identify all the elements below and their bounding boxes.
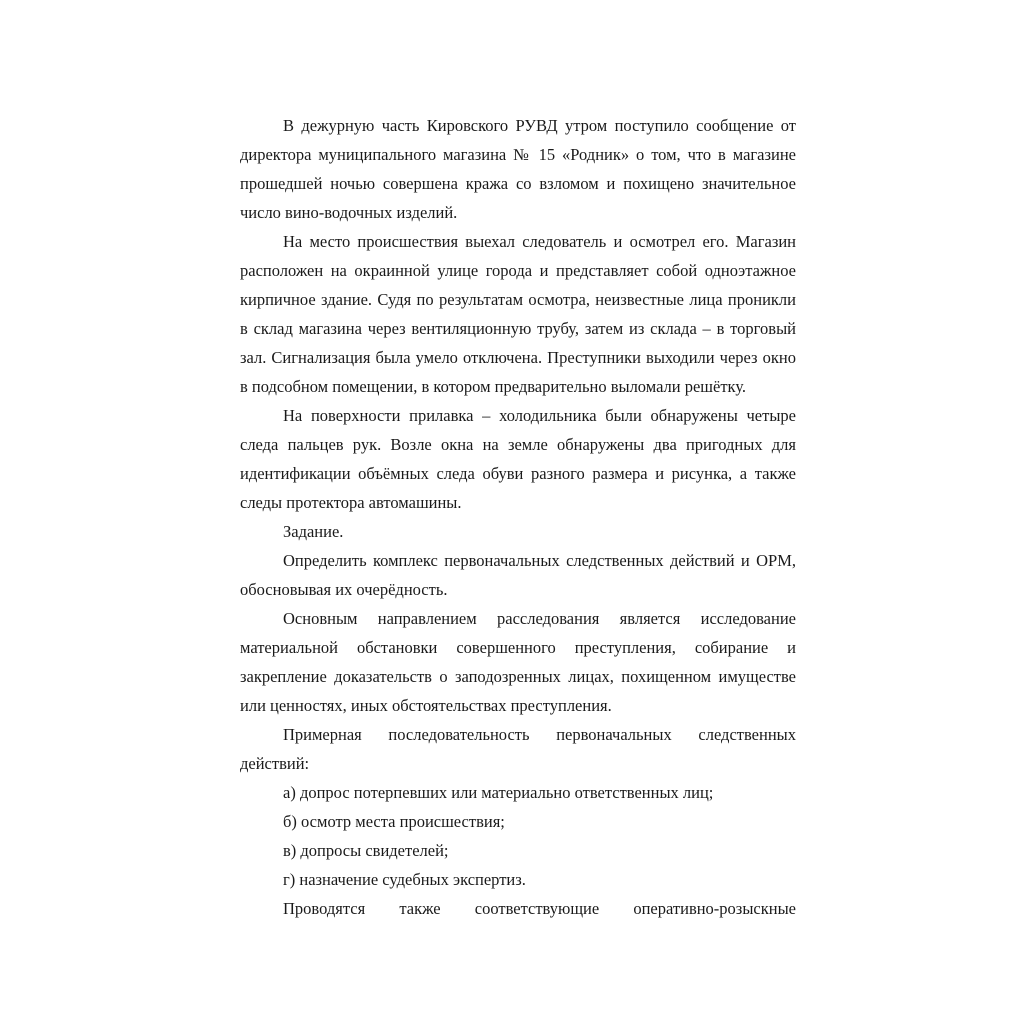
paragraph-task: Определить комплекс первоначальных следственных действий и ОРМ, обосновывая их очерёдность.: [240, 551, 796, 599]
list-item: б) осмотр места происшествия;: [283, 812, 505, 831]
paragraph-report: В дежурную часть Кировского РУВД утром поступило сообщение от директора муниципального магазина № 15 «Родник» о том, что в магазине прошедшей ночью совершена кража со взломом и похищено значительное число вино-водочных изделий.: [240, 116, 796, 222]
list-item: а) допрос потерпевших или материально ответственных лиц;: [283, 783, 714, 802]
paragraph-sequence-intro: Примерная последовательность первоначальных следственных действий:: [240, 725, 796, 773]
document-body: [240, 111, 796, 923]
list-item: в) допросы свидетелей;: [283, 841, 449, 860]
paragraph-final-line: Проводятся также соответствующие оперативно-розыскные: [283, 899, 796, 918]
paragraph-main-direction: Основным направлением расследования является исследование материальной обстановки совершенного преступления, собирание и закрепление доказательств о заподозренных лицах, похищенном имуществе или ценностях, иных обстоятельствах преступления.: [240, 609, 796, 715]
list-item: г) назначение судебных экспертиз.: [283, 870, 526, 889]
paragraph-traces: На поверхности прилавка – холодильника были обнаружены четыре следа пальцев рук. Возле окна на земле обнаружены два пригодных для идентификации объёмных следа обуви разного размера и рисунка, а также следы протектора автомашины.: [240, 406, 796, 512]
paragraph-task-heading: Задание.: [283, 522, 344, 541]
paragraph-inspection: На место происшествия выехал следователь и осмотрел его. Магазин расположен на окраинной улице города и представляет собой одноэтажное кирпичное здание. Судя по результатам осмотра, неизвестные лица проникли в склад магазина через вентиляционную трубу, затем из склада – в торговый зал. Сигнализация была умело отключена. Преступники выходили через окно в подсобном помещении, в котором предварительно выломали решётку.: [240, 232, 796, 396]
